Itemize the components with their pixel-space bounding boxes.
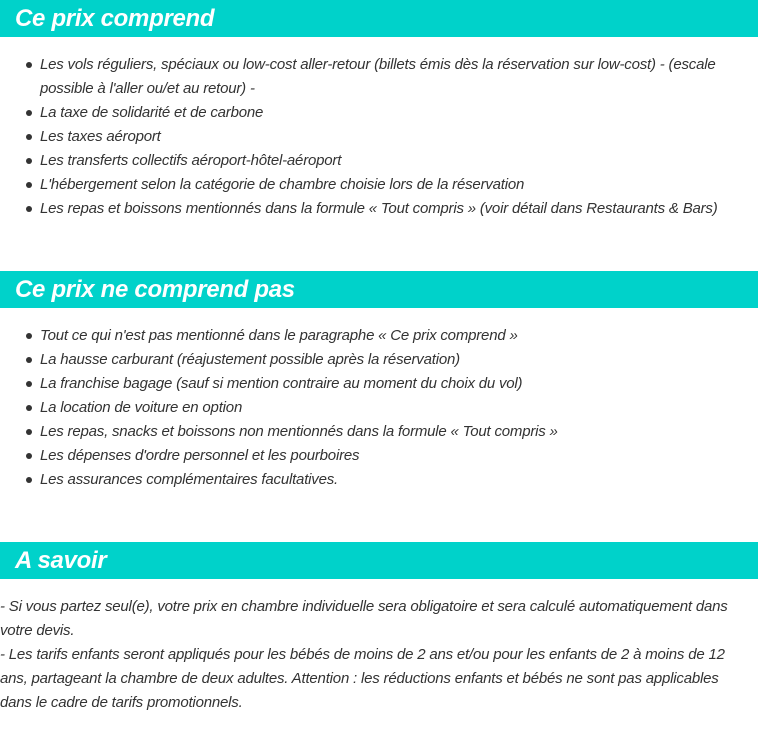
list-item: Tout ce qui n'est pas mentionné dans le paragraphe « Ce prix comprend »	[0, 324, 758, 348]
section-header-good-to-know: A savoir	[0, 542, 758, 579]
bullet-icon	[26, 453, 32, 459]
section-good-to-know	[0, 542, 758, 715]
list-item: Les repas, snacks et boissons non mentionnés dans la formule « Tout compris »	[0, 420, 758, 444]
bullet-icon	[26, 333, 32, 339]
bullet-icon	[26, 477, 32, 483]
bullet-icon	[26, 134, 32, 140]
list-item: La location de voiture en option	[0, 396, 758, 420]
section-not-included	[0, 271, 758, 492]
bullet-icon	[26, 206, 32, 212]
bullet-icon	[26, 182, 32, 188]
not-included-list	[0, 324, 758, 492]
list-item: La hausse carburant (réajustement possible après la réservation)	[0, 348, 758, 372]
section-header-included: Ce prix comprend	[0, 0, 758, 37]
list-item: Les taxes aéroport	[0, 125, 758, 149]
paragraph-child-rates: - Les tarifs enfants seront appliqués pour les bébés de moins de 2 ans et/ou pour les enfants de 2 à moins de 12 ans, partageant la chambre de deux adultes. Attention : les réductions enfants et bébés ne sont pas applicables dans le cadre de tarifs promotionnels.	[0, 646, 725, 711]
paragraph-single-traveler: - Si vous partez seul(e), votre prix en chambre individuelle sera obligatoire et sera calculé automatiquement dans votre devis.	[0, 598, 728, 639]
bullet-icon	[26, 62, 32, 68]
list-item: Les vols réguliers, spéciaux ou low-cost aller-retour (billets émis dès la réservation sur low-cost) - (escale possible à l'aller ou/et au retour) -	[0, 53, 758, 101]
bullet-icon	[26, 429, 32, 435]
bullet-icon	[26, 381, 32, 387]
included-list	[0, 53, 758, 221]
list-item: Les dépenses d'ordre personnel et les pourboires	[0, 444, 758, 468]
list-item: La franchise bagage (sauf si mention contraire au moment du choix du vol)	[0, 372, 758, 396]
section-included	[0, 0, 758, 221]
bullet-icon	[26, 405, 32, 411]
section-header-not-included: Ce prix ne comprend pas	[0, 271, 758, 308]
bullet-icon	[26, 158, 32, 164]
bullet-icon	[26, 110, 32, 116]
list-item: Les assurances complémentaires facultatives.	[0, 468, 758, 492]
list-item: Les repas et boissons mentionnés dans la formule « Tout compris » (voir détail dans Restaurants & Bars)	[0, 197, 758, 221]
list-item: L'hébergement selon la catégorie de chambre choisie lors de la réservation	[0, 173, 758, 197]
list-item: La taxe de solidarité et de carbone	[0, 101, 758, 125]
list-item: Les transferts collectifs aéroport-hôtel-aéroport	[0, 149, 758, 173]
good-to-know-text	[0, 595, 758, 715]
bullet-icon	[26, 357, 32, 363]
